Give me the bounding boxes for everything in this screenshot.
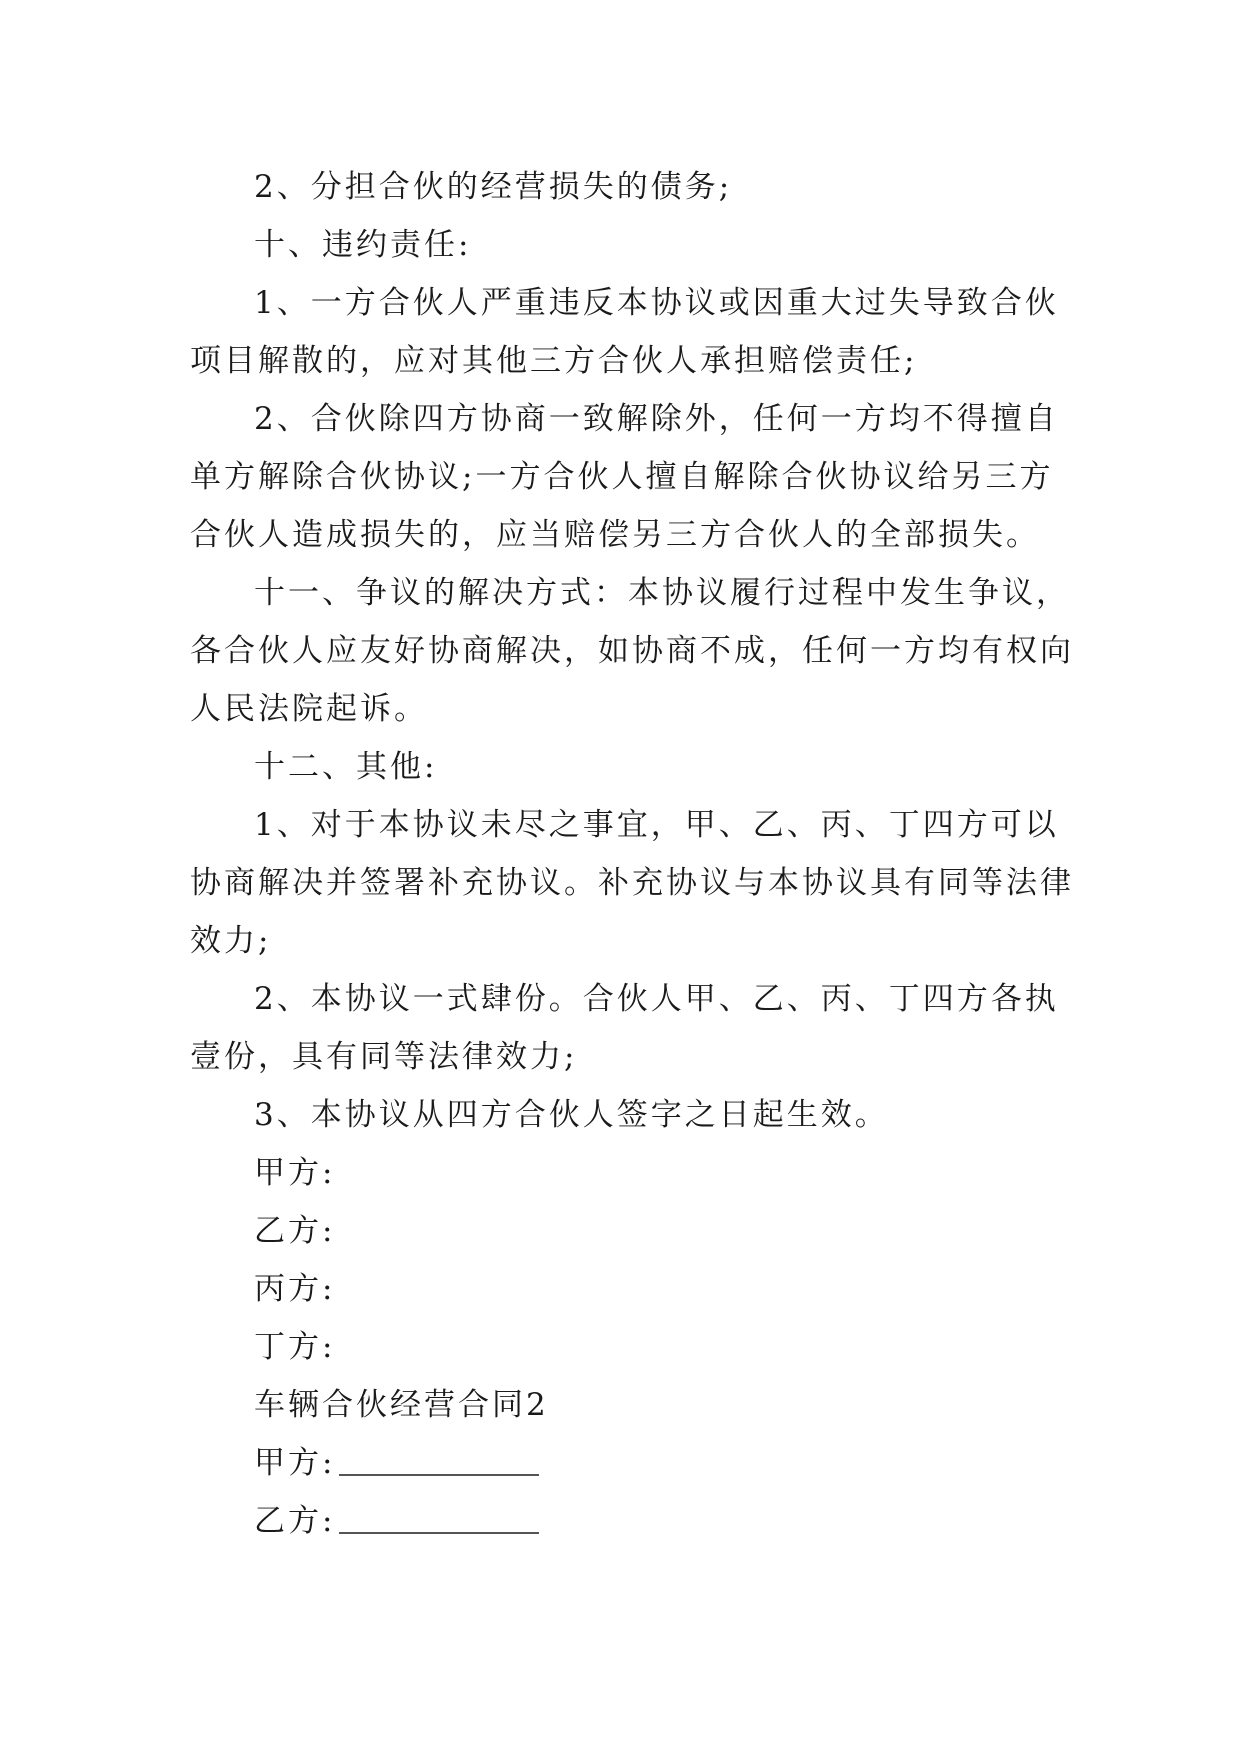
- party-c-label: 丙方:: [254, 1271, 336, 1307]
- text-line: 1、对于本协议未尽之事宜，甲、乙、丙、丁四方可以: [254, 807, 1059, 843]
- signature-blank: [339, 1454, 539, 1476]
- signature-line-party-b: [190, 1492, 1050, 1550]
- text-line: 人民法院起诉。: [190, 691, 428, 727]
- text-line: 2、合伙除四方协商一致解除外，任何一方均不得擅自: [254, 401, 1059, 437]
- text-line: 各合伙人应友好协商解决，如协商不成，任何一方均有权向: [190, 633, 1074, 669]
- section-heading: 十二、其他:: [254, 749, 438, 785]
- text-line: 单方解除合伙协议;一方合伙人擅自解除合伙协议给另三方: [190, 459, 1054, 495]
- party-b-label: 乙方:: [254, 1213, 336, 1249]
- text-line: 协商解决并签署补充协议。补充协议与本协议具有同等法律: [190, 865, 1074, 901]
- text-line: 壹份，具有同等法律效力;: [190, 1039, 578, 1075]
- party-a-label: 甲方:: [254, 1155, 336, 1191]
- signature-blank: [339, 1512, 539, 1534]
- contract-title: 车辆合伙经营合同2: [254, 1387, 549, 1423]
- text-line: 1、一方合伙人严重违反本协议或因重大过失导致合伙: [254, 285, 1059, 321]
- section-heading: 十、违约责任:: [254, 227, 472, 263]
- text-line: 3、本协议从四方合伙人签字之日起生效。: [254, 1097, 889, 1133]
- signature-label: 甲方:: [254, 1445, 336, 1481]
- text-line: 项目解散的，应对其他三方合伙人承担赔偿责任;: [190, 343, 918, 379]
- text-line: 效力;: [190, 923, 272, 959]
- section-heading: 十一、争议的解决方式：本协议履行过程中发生争议，: [254, 575, 1070, 611]
- text-line: 2、分担合伙的经营损失的债务;: [254, 169, 733, 205]
- signature-line-party-a: [190, 1434, 1050, 1492]
- document-body: [190, 158, 1074, 1550]
- text-line: 合伙人造成损失的，应当赔偿另三方合伙人的全部损失。: [190, 517, 1040, 553]
- text-line: 2、本协议一式肆份。合伙人甲、乙、丙、丁四方各执: [254, 981, 1059, 1017]
- party-d-label: 丁方:: [254, 1329, 336, 1365]
- signature-label: 乙方:: [254, 1503, 336, 1539]
